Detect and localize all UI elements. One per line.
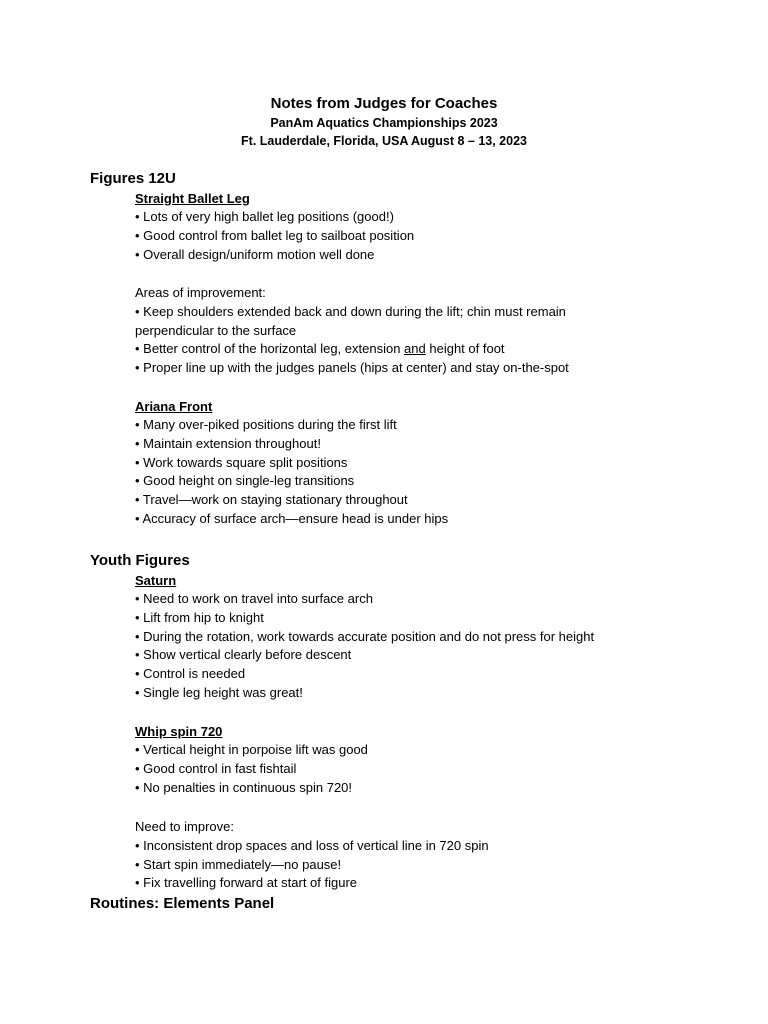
ariana-front-notes	[135, 416, 755, 529]
list-item: • Maintain extension throughout!	[135, 435, 321, 451]
list-item: • Lots of very high ballet leg positions (good!)	[135, 209, 394, 224]
list-item: • Accuracy of surface arch—ensure head is under hips	[135, 510, 449, 526]
section-heading-figures-12u: Figures 12U	[90, 170, 176, 187]
list-item: • Start spin immediately—no pause!	[135, 856, 342, 872]
list-item: • Need to work on travel into surface arch	[135, 591, 373, 606]
list-item: • Good height on single-leg transitions	[135, 473, 355, 489]
event-name: PanAm Aquatics Championships 2023	[270, 116, 498, 130]
improvement-heading: Areas of improvement:	[135, 285, 266, 300]
section-heading-youth-figures: Youth Figures	[90, 552, 190, 569]
list-item: • No penalties in continuous spin 720!	[135, 779, 353, 795]
section-heading-routines: Routines: Elements Panel	[90, 895, 275, 912]
document-title: Notes from Judges for Coaches	[270, 95, 498, 112]
list-item: • Better control of the horizontal leg, extension and height of foot	[135, 341, 505, 357]
list-item: • Travel—work on staying stationary throughout	[135, 492, 408, 508]
event-location-dates: Ft. Lauderdale, Florida, USA August 8 – 13, 2023	[241, 134, 527, 148]
list-item: • Good control from ballet leg to sailboat position	[135, 227, 415, 243]
list-item: • Show vertical clearly before descent	[135, 647, 352, 663]
saturn-notes	[135, 590, 755, 703]
list-item: • Single leg height was great!	[135, 684, 303, 700]
list-item: • Proper line up with the judges panels (hips at center) and stay on-the-spot	[135, 360, 569, 376]
underlined-word: and	[404, 341, 426, 357]
whip-spin-improvement-notes	[135, 818, 755, 893]
list-item: • Control is needed	[135, 666, 246, 682]
straight-ballet-leg-good-notes	[135, 208, 755, 264]
figure-title-saturn: Saturn	[135, 573, 177, 588]
list-item: • During the rotation, work towards accurate position and do not press for height	[135, 628, 595, 644]
figure-title-ariana-front: Ariana Front	[135, 399, 213, 414]
list-item-continuation: perpendicular to the surface	[135, 322, 297, 338]
improvement-heading: Need to improve:	[135, 819, 234, 834]
list-item: • Vertical height in porpoise lift was good	[135, 742, 368, 757]
figure-title-whip-spin-720: Whip spin 720	[135, 724, 223, 739]
list-item: • Good control in fast fishtail	[135, 760, 297, 776]
list-item: • Overall design/uniform motion well done	[135, 246, 375, 262]
list-item: • Inconsistent drop spaces and loss of vertical line in 720 spin	[135, 837, 489, 853]
whip-spin-good-notes	[135, 741, 755, 797]
list-item: • Many over-piked positions during the first lift	[135, 417, 397, 432]
list-item: • Work towards square split positions	[135, 454, 348, 470]
list-item: • Keep shoulders extended back and down during the lift; chin must remain	[135, 303, 566, 319]
figure-title-straight-ballet-leg: Straight Ballet Leg	[135, 191, 250, 206]
list-item: • Fix travelling forward at start of figure	[135, 875, 358, 891]
list-item: • Lift from hip to knight	[135, 609, 264, 625]
straight-ballet-leg-improvement-notes	[135, 284, 755, 378]
